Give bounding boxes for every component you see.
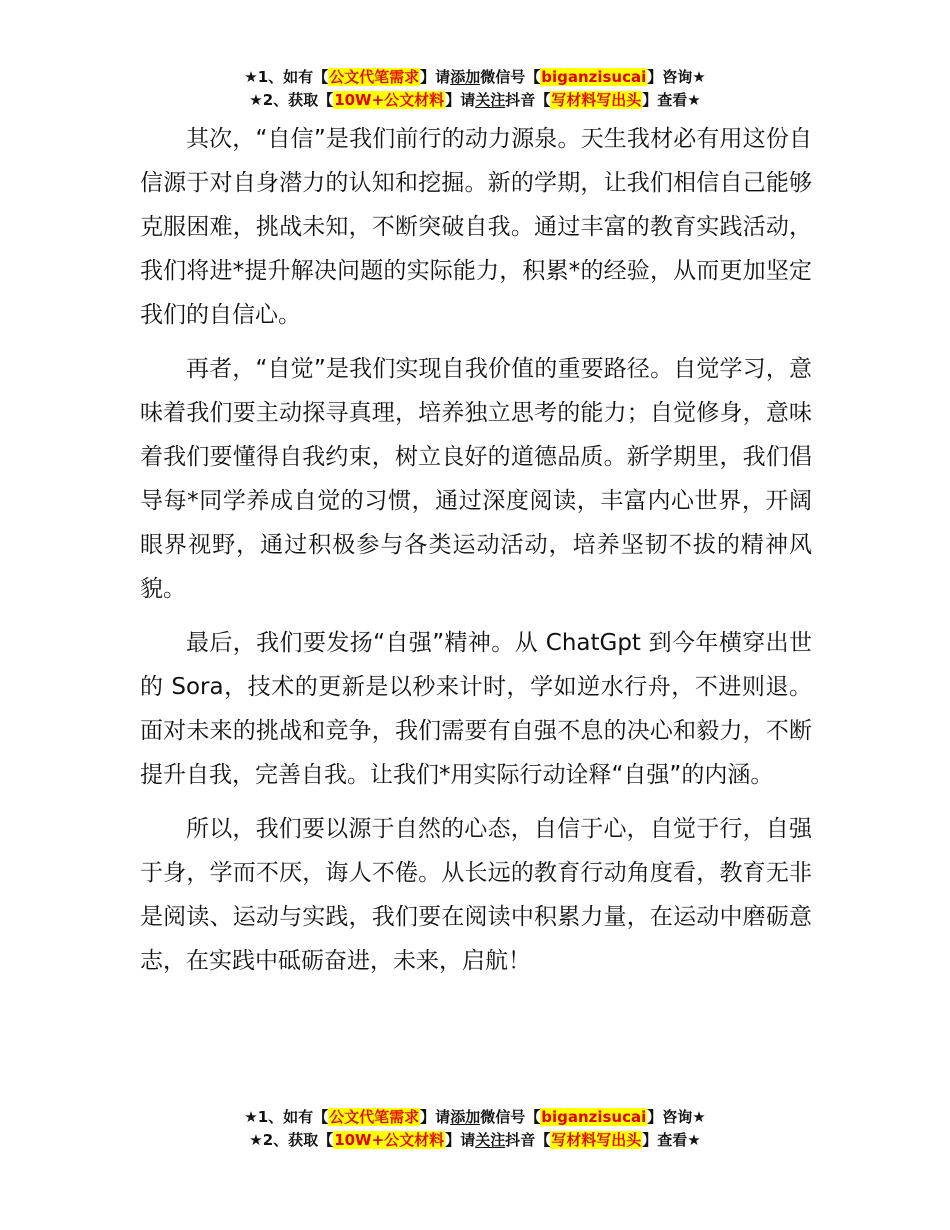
- paragraph-confidence: 其次，“自信”是我们前行的动力源泉。天生我材必有用这份自信源于对自身潜力的认知和挖掘。新的学期，让我们相信自己能够克服困难，挑战未知，不断突破自我。通过丰富的教育实践活动，我们将进*提升解决问题的实际能力，积累*的经验，从而更加坚定我们的自信心。: [140, 126, 812, 328]
- banner-line-1-suffix: 】咨询★: [647, 68, 706, 86]
- banner-highlight-service: 公文代笔需求: [329, 68, 420, 86]
- banner-line-1-mid2: 微信号【: [480, 68, 541, 86]
- banner-line-2: [0, 89, 950, 112]
- banner-highlight-materials: 10W+公文材料: [334, 91, 445, 109]
- footer-emphasis-follow: 关注: [475, 1131, 506, 1149]
- paragraph-conclusion: 所以，我们要以源于自然的心态，自信于心，自觉于行，自强于身，学而不厌，诲人不倦。从长远的教育行动角度看，教育无非是阅读、运动与实践，我们要在阅读中积累力量，在运动中磨砺意志，在实践中砥砺奋进，未来，启航！: [140, 816, 812, 974]
- footer-highlight-service: 公文代笔需求: [329, 1108, 420, 1126]
- banner-highlight-douyin-account: 写材料写出头: [551, 91, 642, 109]
- document-body: [140, 117, 812, 993]
- paragraph-self-discipline: 再者，“自觉”是我们实现自我价值的重要路径。自觉学习，意味着我们要主动探寻真理，培养独立思考的能力；自觉修身，意味着我们要懂得自我约束，树立良好的道德品质。新学期里，我们倡导每*同学养成自觉的习惯，通过深度阅读，丰富内心世界，开阔眼界视野，通过积极参与各类运动活动，培养坚韧不拔的精神风貌。: [140, 356, 812, 602]
- footer-line-2-prefix: ★2、获取【: [249, 1131, 334, 1149]
- footer-line-2-mid2: 抖音【: [505, 1131, 551, 1149]
- footer-banner-line-2: [0, 1129, 950, 1152]
- footer-emphasis-add: 添加: [450, 1108, 481, 1126]
- footer-line-1-prefix: ★1、如有【: [244, 1108, 329, 1126]
- banner-line-2-prefix: ★2、获取【: [249, 91, 334, 109]
- footer-line-2-mid: 】请: [445, 1131, 476, 1149]
- banner-line-2-suffix: 】查看★: [642, 91, 701, 109]
- paragraph-self-strengthening: 最后，我们要发扬“自强”精神。从 ChatGpt 到今年横穿出世的 Sora，技术的更新是以秒来计时，学如逆水行舟，不进则退。面对未来的挑战和竞争，我们需要有自强不息的决心和毅力，不断提升自我，完善自我。让我们*用实际行动诠释“自强”的内涵。: [140, 630, 812, 788]
- banner-line-1-prefix: ★1、如有【: [244, 68, 329, 86]
- footer-highlight-materials: 10W+公文材料: [334, 1131, 445, 1149]
- banner-line-1: [0, 66, 950, 89]
- banner-line-1-mid: 】请: [420, 68, 451, 86]
- footer-line-1-mid: 】请: [420, 1108, 451, 1126]
- footer-line-1-mid2: 微信号【: [480, 1108, 541, 1126]
- footer-banner-line-1: [0, 1106, 950, 1129]
- banner-emphasis-add: 添加: [450, 68, 481, 86]
- footer-banner: [0, 1106, 950, 1152]
- footer-highlight-wechat-id: biganzisucai: [541, 1108, 647, 1126]
- banner-highlight-wechat-id: biganzisucai: [541, 68, 647, 86]
- header-banner: [0, 66, 950, 112]
- footer-highlight-douyin-account: 写材料写出头: [551, 1131, 642, 1149]
- banner-line-2-mid: 】请: [445, 91, 476, 109]
- banner-emphasis-follow: 关注: [475, 91, 506, 109]
- footer-line-1-suffix: 】咨询★: [647, 1108, 706, 1126]
- footer-line-2-suffix: 】查看★: [642, 1131, 701, 1149]
- banner-line-2-mid2: 抖音【: [505, 91, 551, 109]
